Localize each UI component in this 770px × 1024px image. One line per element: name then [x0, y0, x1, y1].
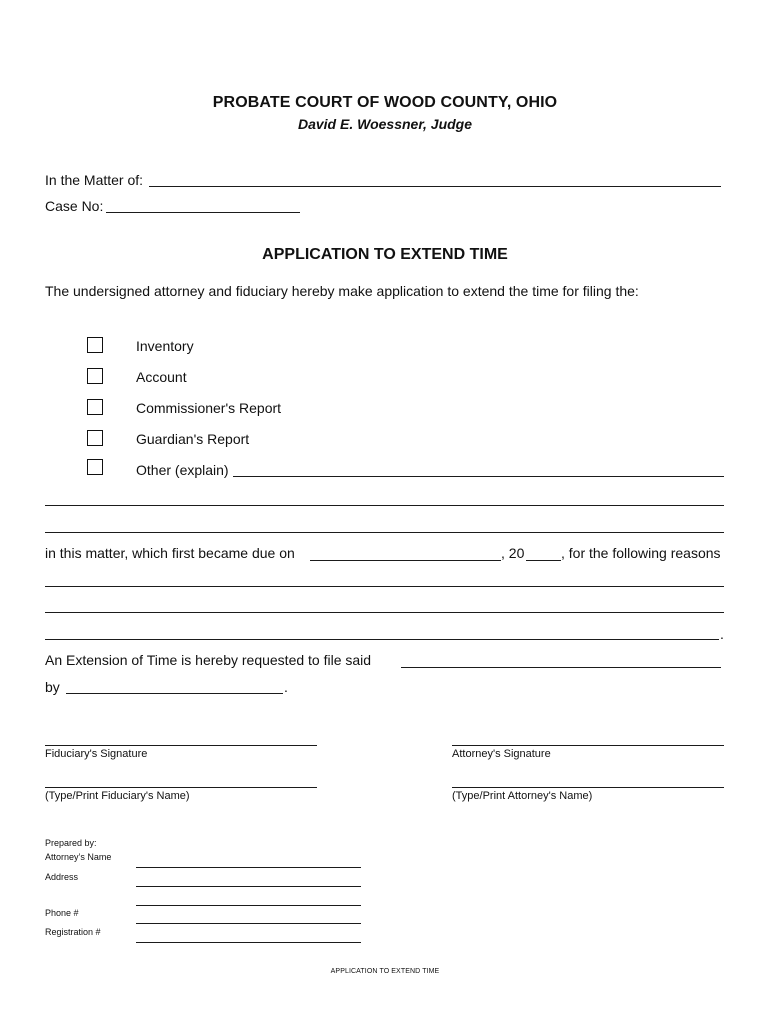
attorney-signature-line[interactable] [452, 745, 724, 746]
attorney-signature-label: Attorney's Signature [452, 748, 551, 760]
reason-line-2[interactable] [45, 612, 724, 613]
prepared-attorney-name-field[interactable] [136, 867, 361, 868]
account-label: Account [136, 369, 187, 385]
matter-label: In the Matter of: [45, 172, 144, 188]
by-label: by [45, 679, 60, 695]
matter-field[interactable] [149, 186, 721, 187]
due-date-field[interactable] [310, 560, 501, 561]
reason-line-1[interactable] [45, 586, 724, 587]
attorney-name-line[interactable] [452, 787, 724, 788]
due-date-prefix: in this matter, which first became due on [45, 545, 295, 561]
phone-field[interactable] [136, 923, 361, 924]
reason-line-3[interactable] [45, 639, 719, 640]
court-title: PROBATE COURT OF WOOD COUNTY, OHIO [212, 94, 558, 111]
phone-label: Phone # [45, 908, 79, 918]
footer-form-title: APPLICATION TO EXTEND TIME [330, 968, 440, 975]
other-explain-field[interactable] [233, 476, 724, 477]
address-line-1[interactable] [136, 886, 361, 887]
extension-request-text: An Extension of Time is hereby requested to file said [45, 652, 372, 668]
inventory-label: Inventory [136, 338, 194, 354]
commissioners-report-label: Commissioner's Report [136, 400, 282, 416]
address-label: Address [45, 872, 79, 882]
commissioners-report-checkbox[interactable] [87, 399, 103, 415]
extension-date-field[interactable] [66, 693, 283, 694]
due-date-suffix: , for the following reasons [561, 545, 721, 561]
extension-document-field[interactable] [401, 667, 721, 668]
fiduciary-name-label: (Type/Print Fiduciary's Name) [45, 790, 190, 802]
address-line-2[interactable] [136, 905, 361, 906]
by-period: . [284, 679, 288, 695]
registration-label: Registration # [45, 927, 101, 937]
case-number-label: Case No: [45, 198, 104, 214]
fiduciary-name-line[interactable] [45, 787, 317, 788]
other-explain-label: Other (explain) [136, 462, 229, 478]
case-number-field[interactable] [106, 212, 300, 213]
inventory-checkbox[interactable] [87, 337, 103, 353]
fiduciary-signature-label: Fiduciary's Signature [45, 748, 148, 760]
application-intro: The undersigned attorney and fiduciary hereby make application to extend the time for filing the: [45, 283, 639, 299]
registration-field[interactable] [136, 942, 361, 943]
guardians-report-checkbox[interactable] [87, 430, 103, 446]
account-checkbox[interactable] [87, 368, 103, 384]
judge-name: David E. Woessner, Judge [297, 116, 473, 132]
other-checkbox[interactable] [87, 459, 103, 475]
reason-period: . [720, 626, 724, 642]
prepared-by-label: Prepared by: [45, 838, 97, 848]
attorney-name-prepared-label: Attorney’s Name [45, 852, 112, 862]
explanation-line-2[interactable] [45, 532, 724, 533]
due-year-prefix: , 20 [501, 545, 525, 561]
attorney-name-label: (Type/Print Attorney's Name) [452, 790, 593, 802]
due-year-field[interactable] [526, 560, 561, 561]
guardians-report-label: Guardian's Report [136, 431, 250, 447]
form-title: APPLICATION TO EXTEND TIME [262, 246, 508, 263]
explanation-line-1[interactable] [45, 505, 724, 506]
fiduciary-signature-line[interactable] [45, 745, 317, 746]
